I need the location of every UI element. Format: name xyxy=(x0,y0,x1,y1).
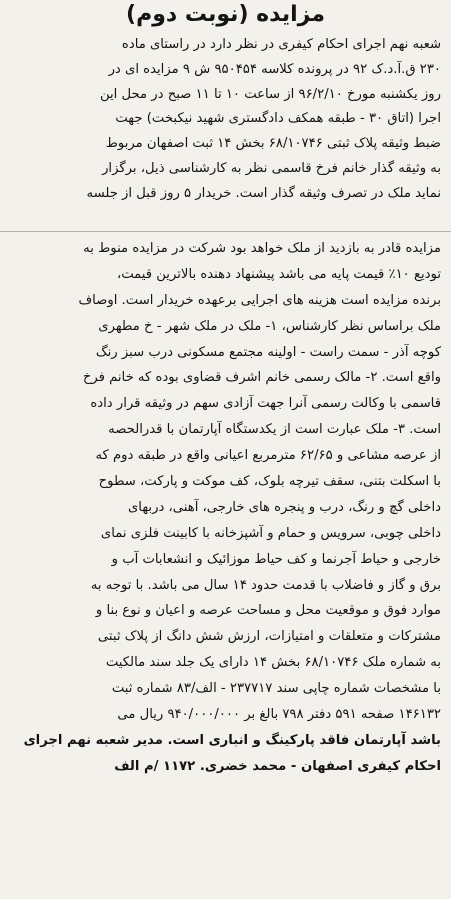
notice-title: مزایده (نوبت دوم) xyxy=(126,2,325,27)
notice-paragraph-1 xyxy=(10,33,441,207)
text-line: قاسمی با وکالت رسمی آنرا جهت آزادی سهم در وثیقه قرار داده xyxy=(90,396,441,412)
text-line: تودیع ۱۰٪ قیمت پایه می باشد پیشنهاد دهنده بالاترین قیمت، xyxy=(116,266,441,282)
text-line: روز یکشنبه مورخ ۹۶/۲/۱۰ از ساعت ۱۰ تا ۱۱ صبح در محل این xyxy=(99,86,441,102)
text-line: نماید ملک در تصرف وثیقه گذار است. خریدار ۵ روز قبل از جلسه xyxy=(86,185,441,201)
text-line: ۲۳۰ ق.آ.د.ک ۹۲ در پرونده کلاسه ۹۵۰۴۵۴ ش ۹ مزایده ای در xyxy=(108,61,441,77)
text-line: ضبط وثیقه پلاک ثبتی ۶۸/۱۰۷۴۶ بخش ۱۴ ثبت اصفهان مربوط xyxy=(105,136,441,152)
notice-paragraph-2 xyxy=(10,236,441,780)
text-line: کوچه آذر - سمت راست - اولینه مجتمع مسکونی درب سبز رنگ xyxy=(95,344,441,360)
text-line: برنده مزایده است هزینه های اجرایی برعهده خریدار است. اوصاف xyxy=(78,292,441,308)
text-line: موارد فوق و موقعیت محل و مساحت عرصه و اعیان و نوع بنا و xyxy=(95,603,441,619)
text-line: خارجی و حیاط آجرنما و کف حیاط موزائیک و انشعابات آب و xyxy=(111,551,441,567)
text-line: ۱۴۶۱۳۲ صفحه ۵۹۱ دفتر ۷۹۸ بالغ بر ۹۴۰/۰۰۰/۰۰۰ ریال می xyxy=(117,707,441,723)
column-break xyxy=(0,231,451,232)
text-line: به شماره ملک ۶۸/۱۰۷۴۶ بخش ۱۴ دارای یک جلد سند مالکیت xyxy=(105,655,441,671)
text-line: اجرا (اتاق ۳۰ - طبقه همکف دادگستری شهید نیکبخت) جهت xyxy=(115,111,441,127)
text-line: داخلی گچ و رنگ، درب و پنجره های خارجی، آهنی، دربهای xyxy=(127,499,441,515)
text-line: واقع است. ۲- مالک رسمی خانم اشرف قضاوی بوده که خانم فرخ xyxy=(82,370,441,386)
text-line: ملک براساس نظر کارشناس، ۱- ملک در ملک شهر - خ مطهری xyxy=(98,318,441,334)
text-line: است. ۳- ملک عبارت است از یکدستگاه آپارتمان با قدرالحصه xyxy=(108,422,441,438)
signature-line: احکام کیفری اصفهان - محمد خضری. ۱۱۷۲ /م الف xyxy=(114,758,441,774)
text-line: شعبه نهم اجرای احکام کیفری در نظر دارد در راستای ماده xyxy=(121,37,441,52)
text-line: با اسکلت بتنی، سقف تیرچه بلوک، کف موکت و پارکت، سطوح xyxy=(98,474,441,490)
text-line: با مشخصات شماره چاپی سند ۲۳۷۷۱۷ - الف/۸۳ شماره ثبت xyxy=(111,681,441,697)
text-line: به وثیقه گذار خانم فرخ قاسمی نظر به کارشناسی ذیل، برگزار xyxy=(102,160,441,176)
text-line: مشترکات و متعلقات و امتیازات، ارزش شش دانگ از پلاک ثبتی xyxy=(97,629,441,645)
text-line: مزایده قادر به بازدید از ملک خواهد بود شرکت در مزایده منوط به xyxy=(83,241,441,256)
text-line: باشد آپارتمان فاقد پارکینگ و انباری است. مدیر شعبه نهم اجرای xyxy=(23,732,441,748)
text-line: داخلی چوبی، سرویس و حمام و آشپزخانه با کابینت فلزی نمای xyxy=(100,525,441,541)
text-line: برق و گاز و فاضلاب با قدمت حدود ۱۴ سال می باشد. با توجه به xyxy=(90,577,441,593)
text-line: از عرصه مشاعی و ۶۲/۶۵ مترمربع اعیانی واقع در طبقه دوم که xyxy=(95,448,441,464)
